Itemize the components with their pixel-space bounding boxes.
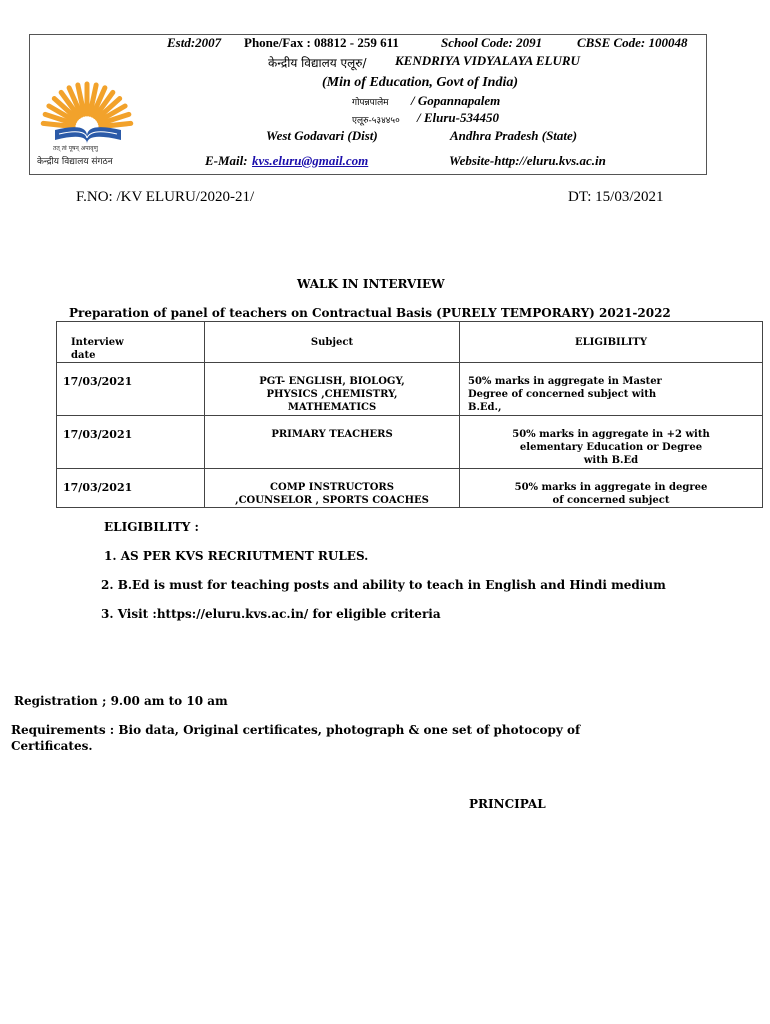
estd: Estd:2007 [167,35,222,50]
row-subject: COMP INSTRUCTORS ,COUNSELOR , SPORTS COACHES [235,482,429,506]
kvs-logo [35,44,140,168]
header-eligibility: ELIGIBILITY [575,337,647,348]
logo-motto: तत् त्वं पूषन् अपावृणु [53,145,98,152]
header-interview-date: Interview date [71,337,124,361]
eligibility-item: 3. Visit :https://eluru.kvs.ac.in/ for eligible criteria [101,607,441,621]
locality-hindi: गोपन्नपालेम [352,98,389,108]
city: / Eluru-534450 [417,110,499,125]
row-date: 17/03/2021 [63,481,133,494]
notice-title: WALK IN INTERVIEW [297,277,445,291]
table-row [57,416,763,469]
notice-subtitle: Preparation of panel of teachers on Contractual Basis (PURELY TEMPORARY) 2021-2022 [69,306,671,320]
file-number: F.NO: /KV ELURU/2020-21/ [76,189,255,205]
row-eligibility: 50% marks in aggregate in degree of concerned subject [514,482,708,506]
row-eligibility: 50% marks in aggregate in Master Degree of concerned subject with B.Ed., [468,376,662,413]
table-row [57,469,763,508]
email-label: E-Mail: [205,153,248,168]
email-link[interactable]: kvs.eluru@gmail.com [252,153,369,168]
website: Website-http://eluru.kvs.ac.in [449,153,606,168]
eligibility-heading: ELIGIBILITY : [104,520,199,534]
city-hindi: एलूरु-५३४४५० [352,116,400,126]
letter-date: DT: 15/03/2021 [568,189,664,205]
phone-fax: Phone/Fax : 08812 - 259 611 [244,35,399,50]
registration-time: Registration ; 9.00 am to 10 am [14,694,228,708]
ministry: (Min of Education, Govt of India) [322,75,519,90]
letterhead [29,34,707,175]
row-date: 17/03/2021 [63,428,133,441]
school-code: School Code: 2091 [441,35,543,50]
school-name: KENDRIYA VIDYALAYA ELURU [395,53,580,68]
row-eligibility: 50% marks in aggregate in +2 with elementary Education or Degree with B.Ed [512,429,710,466]
header-subject: Subject [310,337,354,348]
requirements-line-1: Requirements : Bio data, Original certificates, photograph & one set of photocopy of [11,723,581,737]
principal-signature: PRINCIPAL [469,797,546,811]
table-header-row [57,322,763,363]
row-date: 17/03/2021 [63,375,133,388]
eligibility-item: 2. B.Ed is must for teaching posts and ability to teach in English and Hindi medium [101,578,666,592]
requirements-line-2: Certificates. [11,739,93,753]
cbse-code: CBSE Code: 100048 [577,35,688,50]
table-row [57,363,763,416]
state: Andhra Pradesh (State) [450,128,578,143]
school-name-hindi: केन्द्रीय विद्यालय एलूरु/ [268,56,367,70]
row-subject: PGT- ENGLISH, BIOLOGY, PHYSICS ,CHEMISTRY, MATHEMATICS [259,376,405,413]
interview-table [56,321,763,508]
locality: / Gopannapalem [411,93,501,108]
district: West Godavari (Dist) [266,128,378,143]
row-subject: PRIMARY TEACHERS [271,429,393,440]
eligibility-item: 1. AS PER KVS RECRIUTMENT RULES. [104,549,369,563]
logo-caption: केन्द्रीय विद्यालय संगठन [37,157,113,167]
